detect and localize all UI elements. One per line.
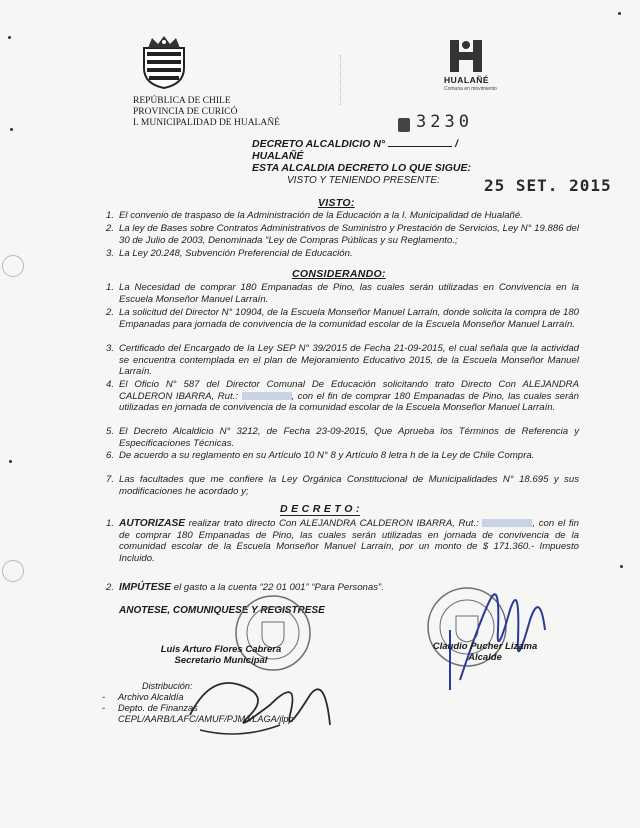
distribution-initials: CEPL/AARB/LAFC/AMUF/PJMJ/LAGA/jlpp bbox=[118, 714, 294, 724]
visto-item-1: El convenio de traspaso de la Administración de la Educación a la I. Municipalidad de Hualañé. bbox=[119, 210, 523, 221]
considerando-item-2: La solicitud del Director N° 10904, de la Escuela Monseñor Manuel Larraín, donde solicita la compra de 180 Empanadas para jornada de convivencia de la comunidad escolar de la Escuela Monseñor Manuel Larraín. bbox=[119, 307, 579, 330]
considerando-item-6: De acuerdo a su reglamento en su Artículo 10 N° 8 y Artículo 8 letra h de la Ley de Chile Compra. bbox=[119, 450, 535, 461]
margin-mark bbox=[620, 565, 623, 568]
closing-formula: ANOTESE, COMUNIQUESE Y REGISTRESE bbox=[119, 605, 325, 616]
mayor-name: Claudio Pucher Lizama bbox=[432, 641, 538, 652]
decreto-title: D E C R E T O : bbox=[280, 503, 360, 515]
secretary-signature-block bbox=[146, 644, 296, 666]
list-number: 1. bbox=[106, 282, 115, 293]
considerando-item-7: Las facultades que me confiere la Ley Orgánica Constitucional de Municipalidades N° 18.695 y sus modificaciones he acordado y; bbox=[119, 474, 579, 497]
decreto-item-1-part-b: , con el fin de comprar 180 Empanadas de Pino, las cuales serán utilizadas en jornada de convivencia de la comunidad escolar de la Escuela Monseñor Manuel Larraín, por un monto de $ 171.360.- Impuesto Incluido. bbox=[119, 518, 579, 564]
decree-place: HUALAÑÉ bbox=[252, 150, 304, 162]
decreto-item-2-keyword: IMPÚTESE bbox=[119, 582, 172, 593]
margin-mark bbox=[9, 460, 12, 463]
margin-mark bbox=[10, 128, 13, 131]
visto-item-2: La ley de Bases sobre Contratos Administrativos de Suministro y Prestación de Servicios, Ley N° 19.886 del 30 de Julio de 2003, Denominada “Ley de Compras Públicas y su Reglamento.; bbox=[119, 223, 579, 246]
distribution-item: - Depto. de Finanzas bbox=[102, 703, 198, 713]
secretary-title: Secretario Municipal bbox=[174, 655, 268, 666]
list-number: 6. bbox=[106, 450, 115, 461]
decreto-item-1-keyword: AUTORIZASE bbox=[119, 518, 186, 529]
decree-number-blank bbox=[388, 137, 452, 147]
decree-number-prefix-icon bbox=[398, 118, 410, 132]
considerando-item-3: Certificado del Encargado de la Ley SEP N° 39/2015 de Fecha 21-09-2015, el cual señala que la actividad se encuentra contemplada en el plan de Mejoramiento Educativo 2015, de la Escuela Monseñor Manuel Larraín. bbox=[119, 343, 579, 378]
decree-intro: ESTA ALCALDIA DECRETO LO QUE SIGUE: bbox=[252, 162, 471, 174]
list-number: 4. bbox=[106, 379, 115, 390]
list-number: 1. bbox=[106, 518, 115, 529]
visto-item-3: La Ley 20.248, Subvención Preferencial de Educación. bbox=[119, 248, 353, 259]
decree-number-stamp: 3230 bbox=[416, 112, 473, 132]
margin-mark bbox=[8, 36, 11, 39]
list-number: 1. bbox=[106, 210, 115, 221]
secretary-name: Luis Arturo Flores Cabrera bbox=[160, 644, 282, 655]
considerando-item-4 bbox=[119, 379, 579, 414]
decree-title-line bbox=[252, 137, 458, 151]
visto-teniendo-line: VISTO Y TENIENDO PRESENTE: bbox=[287, 175, 440, 186]
redacted-rut bbox=[242, 392, 292, 400]
distribution-title: Distribución: bbox=[142, 681, 193, 691]
date-stamp: 25 SET. 2015 bbox=[484, 176, 612, 195]
header-block bbox=[133, 96, 280, 129]
visto-title: VISTO: bbox=[318, 197, 355, 209]
decreto-item-1 bbox=[119, 518, 579, 564]
header-municipality: I. MUNICIPALIDAD DE HUALAÑÉ bbox=[133, 118, 280, 128]
decree-title: DECRETO ALCALDICIO N° bbox=[252, 138, 386, 150]
mayor-title: Alcalde bbox=[468, 652, 502, 663]
mayor-signature-block bbox=[420, 641, 550, 663]
decreto-item-2-text: el gasto a la cuenta “22 01 001” “Para Personas”. bbox=[171, 582, 384, 593]
considerando-item-1: La Necesidad de comprar 180 Empanadas de Pino, las cuales serán utilizadas en Convivencia en la Escuela Monseñor Manuel Larraín. bbox=[119, 282, 579, 305]
municipal-crest-icon bbox=[138, 34, 190, 90]
list-number: 3. bbox=[106, 343, 115, 354]
logo-slogan: Comuna en movimiento bbox=[444, 86, 497, 92]
redacted-rut bbox=[482, 519, 532, 527]
list-number: 5. bbox=[106, 426, 115, 437]
faint-stamp-mark bbox=[340, 55, 360, 105]
header-country: REPÚBLICA DE CHILE bbox=[133, 96, 231, 106]
margin-mark bbox=[618, 12, 621, 15]
list-number: 3. bbox=[106, 248, 115, 259]
distribution-block bbox=[102, 681, 294, 725]
list-number: 7. bbox=[106, 474, 115, 485]
considerando-item-4-part-a: El Oficio N° 587 del Director Comunal De Educación solicitando trato Directo Con ALEJANDRA CALDERON IBARRA, Rut.: bbox=[119, 379, 579, 402]
considerando-title: CONSIDERANDO: bbox=[292, 268, 386, 280]
header-province: PROVINCIA DE CURICÓ bbox=[133, 107, 238, 117]
hualane-logo-icon bbox=[446, 38, 486, 74]
decreto-item-1-part-a: realizar trato directo Con ALEJANDRA CALDERON IBARRA, Rut.: bbox=[185, 518, 479, 529]
list-number: 2. bbox=[106, 582, 115, 593]
distribution-item: - Archivo Alcaldía bbox=[102, 692, 184, 702]
mayor-signature-icon bbox=[420, 560, 570, 700]
list-number: 2. bbox=[106, 307, 115, 318]
punch-hole-bottom bbox=[2, 560, 24, 582]
considerando-item-5: El Decreto Alcaldicio N° 3212, de Fecha 23-09-2015, Que Aprueba los Términos de Referencia y Especificaciones Técnicas. bbox=[119, 426, 579, 449]
considerando-item-4-part-b: , con el fin de comprar 180 Empanadas de Pino, las cuales serán utilizadas en jornada de convivencia de la comunidad escolar de la Escuela Monseñor Manuel Larraín. bbox=[119, 390, 579, 414]
punch-hole-top bbox=[2, 255, 24, 277]
list-number: 2. bbox=[106, 223, 115, 234]
decree-slash: / bbox=[454, 138, 458, 150]
logo-name: HUALAÑÉ bbox=[444, 75, 490, 85]
